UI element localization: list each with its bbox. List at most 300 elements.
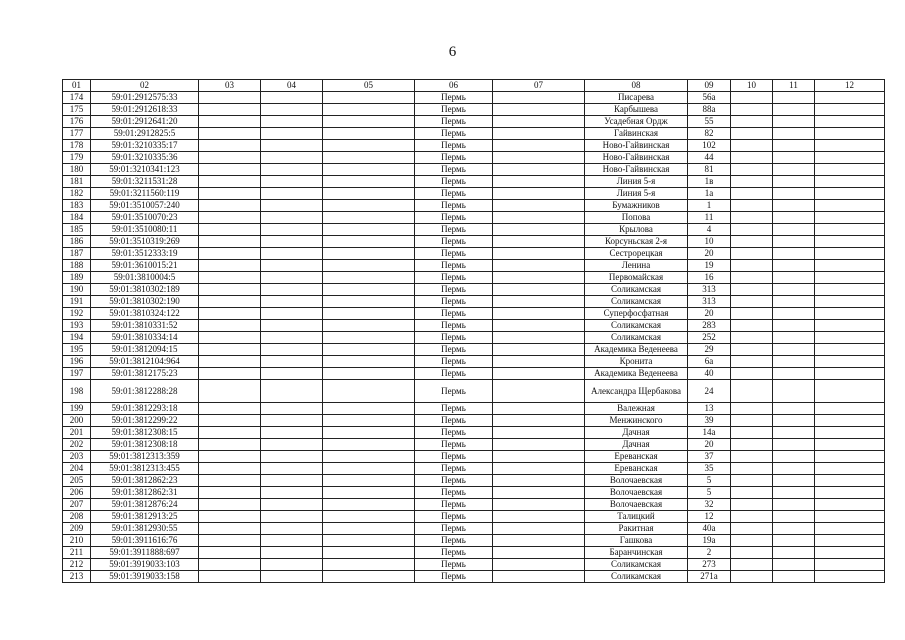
col-04	[261, 176, 323, 188]
col-11	[773, 499, 815, 511]
col-07	[493, 344, 585, 356]
house-number: 283	[688, 320, 731, 332]
col-12	[815, 535, 885, 547]
col-12	[815, 475, 885, 487]
street: Соликамская	[585, 571, 688, 583]
col-11	[773, 463, 815, 475]
street: Гашкова	[585, 535, 688, 547]
col-11	[773, 164, 815, 176]
col-11	[773, 92, 815, 104]
col-07	[493, 272, 585, 284]
house-number: 4	[688, 224, 731, 236]
row-number: 191	[63, 296, 91, 308]
street: Менжинского	[585, 415, 688, 427]
cadastral-number: 59:01:3510080:11	[91, 224, 199, 236]
cadastral-number: 59:01:3510319:269	[91, 236, 199, 248]
col-12	[815, 104, 885, 116]
table-body	[63, 92, 885, 583]
city: Пермь	[415, 224, 493, 236]
city: Пермь	[415, 104, 493, 116]
city: Пермь	[415, 451, 493, 463]
col-07	[493, 368, 585, 380]
row-number: 178	[63, 140, 91, 152]
street: Писарева	[585, 92, 688, 104]
city: Пермь	[415, 152, 493, 164]
col-05	[323, 320, 415, 332]
col-03	[199, 332, 261, 344]
house-number: 55	[688, 116, 731, 128]
col-04	[261, 380, 323, 403]
city: Пермь	[415, 260, 493, 272]
col-05	[323, 212, 415, 224]
col-05	[323, 344, 415, 356]
col-05	[323, 260, 415, 272]
col-04	[261, 368, 323, 380]
col-12	[815, 356, 885, 368]
house-number: 271а	[688, 571, 731, 583]
column-header: 10	[731, 80, 773, 92]
col-10	[731, 212, 773, 224]
col-12	[815, 236, 885, 248]
row-number: 184	[63, 212, 91, 224]
col-07	[493, 427, 585, 439]
col-07	[493, 535, 585, 547]
col-10	[731, 248, 773, 260]
street: Кронита	[585, 356, 688, 368]
col-11	[773, 427, 815, 439]
cadastral-number: 59:01:2912575:33	[91, 92, 199, 104]
city: Пермь	[415, 571, 493, 583]
col-04	[261, 559, 323, 571]
row-number: 200	[63, 415, 91, 427]
cadastral-number: 59:01:3211531:28	[91, 176, 199, 188]
row-number: 198	[63, 380, 91, 403]
cadastral-number: 59:01:3810302:190	[91, 296, 199, 308]
col-12	[815, 427, 885, 439]
col-11	[773, 320, 815, 332]
table-row	[63, 571, 885, 583]
col-07	[493, 308, 585, 320]
col-04	[261, 499, 323, 511]
column-header: 03	[199, 80, 261, 92]
row-number: 204	[63, 463, 91, 475]
cadastral-number: 59:01:2912618:33	[91, 104, 199, 116]
col-05	[323, 128, 415, 140]
col-03	[199, 248, 261, 260]
col-05	[323, 368, 415, 380]
house-number: 10	[688, 236, 731, 248]
col-12	[815, 152, 885, 164]
street: Линия 5-я	[585, 176, 688, 188]
city: Пермь	[415, 499, 493, 511]
cadastral-number: 59:01:3610015:21	[91, 260, 199, 272]
col-10	[731, 344, 773, 356]
col-03	[199, 176, 261, 188]
col-03	[199, 499, 261, 511]
cadastral-number: 59:01:3812930:55	[91, 523, 199, 535]
col-10	[731, 188, 773, 200]
col-10	[731, 547, 773, 559]
table-row	[63, 164, 885, 176]
row-number: 205	[63, 475, 91, 487]
street: Бумажников	[585, 200, 688, 212]
street: Соликамская	[585, 284, 688, 296]
row-number: 202	[63, 439, 91, 451]
table-row	[63, 487, 885, 499]
col-05	[323, 499, 415, 511]
col-12	[815, 571, 885, 583]
cadastral-number: 59:01:3812862:23	[91, 475, 199, 487]
col-04	[261, 356, 323, 368]
col-03	[199, 224, 261, 236]
row-number: 183	[63, 200, 91, 212]
col-04	[261, 451, 323, 463]
col-07	[493, 164, 585, 176]
row-number: 210	[63, 535, 91, 547]
col-04	[261, 116, 323, 128]
col-03	[199, 188, 261, 200]
house-number: 88а	[688, 104, 731, 116]
cadastral-number: 59:01:3812308:15	[91, 427, 199, 439]
cadastral-number: 59:01:3510057:240	[91, 200, 199, 212]
row-number: 185	[63, 224, 91, 236]
col-04	[261, 535, 323, 547]
col-07	[493, 559, 585, 571]
col-07	[493, 523, 585, 535]
col-10	[731, 104, 773, 116]
col-05	[323, 463, 415, 475]
col-10	[731, 332, 773, 344]
col-03	[199, 272, 261, 284]
table-row	[63, 236, 885, 248]
row-number: 187	[63, 248, 91, 260]
col-10	[731, 308, 773, 320]
col-07	[493, 128, 585, 140]
street: Соликамская	[585, 559, 688, 571]
table-row	[63, 116, 885, 128]
col-10	[731, 368, 773, 380]
row-number: 192	[63, 308, 91, 320]
cadastral-number: 59:01:3812313:359	[91, 451, 199, 463]
house-number: 40а	[688, 523, 731, 535]
table-row	[63, 368, 885, 380]
col-12	[815, 332, 885, 344]
col-12	[815, 164, 885, 176]
col-10	[731, 176, 773, 188]
col-05	[323, 236, 415, 248]
street: Александра Щербакова	[585, 380, 688, 403]
col-07	[493, 356, 585, 368]
col-03	[199, 547, 261, 559]
row-number: 189	[63, 272, 91, 284]
col-12	[815, 344, 885, 356]
city: Пермь	[415, 116, 493, 128]
house-number: 29	[688, 344, 731, 356]
col-11	[773, 284, 815, 296]
col-11	[773, 368, 815, 380]
col-11	[773, 224, 815, 236]
city: Пермь	[415, 200, 493, 212]
col-05	[323, 332, 415, 344]
row-number: 175	[63, 104, 91, 116]
col-05	[323, 451, 415, 463]
house-number: 35	[688, 463, 731, 475]
row-number: 193	[63, 320, 91, 332]
row-number: 211	[63, 547, 91, 559]
col-07	[493, 92, 585, 104]
row-number: 201	[63, 427, 91, 439]
street: Талицкий	[585, 511, 688, 523]
col-03	[199, 559, 261, 571]
street: Баранчинская	[585, 547, 688, 559]
col-04	[261, 571, 323, 583]
house-number: 81	[688, 164, 731, 176]
col-10	[731, 224, 773, 236]
street: Академика Веденеева	[585, 368, 688, 380]
col-12	[815, 547, 885, 559]
col-12	[815, 380, 885, 403]
col-10	[731, 559, 773, 571]
house-number: 40	[688, 368, 731, 380]
col-05	[323, 523, 415, 535]
house-number: 5	[688, 475, 731, 487]
col-05	[323, 92, 415, 104]
col-12	[815, 511, 885, 523]
city: Пермь	[415, 403, 493, 415]
street: Соликамская	[585, 296, 688, 308]
cadastral-number: 59:01:3812876:24	[91, 499, 199, 511]
city: Пермь	[415, 427, 493, 439]
house-number: 12	[688, 511, 731, 523]
col-04	[261, 104, 323, 116]
street: Дачная	[585, 427, 688, 439]
cadastral-number: 59:01:3210341:123	[91, 164, 199, 176]
col-11	[773, 344, 815, 356]
table-row	[63, 439, 885, 451]
cadastral-number: 59:01:3812313:455	[91, 463, 199, 475]
col-07	[493, 547, 585, 559]
col-04	[261, 224, 323, 236]
col-07	[493, 571, 585, 583]
col-04	[261, 212, 323, 224]
row-number: 180	[63, 164, 91, 176]
col-03	[199, 344, 261, 356]
col-11	[773, 116, 815, 128]
col-11	[773, 188, 815, 200]
col-03	[199, 451, 261, 463]
col-12	[815, 140, 885, 152]
city: Пермь	[415, 559, 493, 571]
house-number: 313	[688, 284, 731, 296]
street: Ереванская	[585, 451, 688, 463]
col-03	[199, 463, 261, 475]
col-05	[323, 164, 415, 176]
col-04	[261, 92, 323, 104]
table-row	[63, 535, 885, 547]
house-number: 19	[688, 260, 731, 272]
col-10	[731, 236, 773, 248]
row-number: 199	[63, 403, 91, 415]
row-number: 212	[63, 559, 91, 571]
col-03	[199, 487, 261, 499]
col-05	[323, 427, 415, 439]
row-number: 186	[63, 236, 91, 248]
city: Пермь	[415, 344, 493, 356]
col-12	[815, 320, 885, 332]
col-07	[493, 380, 585, 403]
row-number: 207	[63, 499, 91, 511]
house-number: 37	[688, 451, 731, 463]
house-number: 32	[688, 499, 731, 511]
house-number: 5	[688, 487, 731, 499]
col-07	[493, 188, 585, 200]
city: Пермь	[415, 415, 493, 427]
row-number: 209	[63, 523, 91, 535]
street: Ленина	[585, 260, 688, 272]
col-12	[815, 451, 885, 463]
col-03	[199, 284, 261, 296]
header-row	[63, 80, 885, 92]
table-row	[63, 224, 885, 236]
street: Ереванская	[585, 463, 688, 475]
cadastral-number: 59:01:3211560:119	[91, 188, 199, 200]
street: Гайвинская	[585, 128, 688, 140]
col-05	[323, 200, 415, 212]
col-10	[731, 260, 773, 272]
col-07	[493, 260, 585, 272]
table-row	[63, 284, 885, 296]
col-10	[731, 535, 773, 547]
col-07	[493, 284, 585, 296]
cadastral-table	[62, 79, 885, 583]
col-03	[199, 128, 261, 140]
col-05	[323, 559, 415, 571]
house-number: 273	[688, 559, 731, 571]
house-number: 1в	[688, 176, 731, 188]
cadastral-number: 59:01:3919033:103	[91, 559, 199, 571]
house-number: 1	[688, 200, 731, 212]
street: Дачная	[585, 439, 688, 451]
street: Усадебная Ордж	[585, 116, 688, 128]
house-number: 20	[688, 439, 731, 451]
table-row	[63, 128, 885, 140]
col-07	[493, 320, 585, 332]
street: Линия 5-я	[585, 188, 688, 200]
house-number: 14а	[688, 427, 731, 439]
house-number: 19а	[688, 535, 731, 547]
col-10	[731, 200, 773, 212]
col-10	[731, 152, 773, 164]
col-04	[261, 427, 323, 439]
table-row	[63, 140, 885, 152]
street: Корсуньская 2-я	[585, 236, 688, 248]
street: Волочаевская	[585, 487, 688, 499]
col-03	[199, 296, 261, 308]
col-03	[199, 368, 261, 380]
col-10	[731, 451, 773, 463]
street: Первомайская	[585, 272, 688, 284]
cadastral-number: 59:01:3810331:52	[91, 320, 199, 332]
col-10	[731, 320, 773, 332]
table-row	[63, 320, 885, 332]
col-12	[815, 116, 885, 128]
col-11	[773, 547, 815, 559]
house-number: 13	[688, 403, 731, 415]
house-number: 313	[688, 296, 731, 308]
col-10	[731, 116, 773, 128]
house-number: 102	[688, 140, 731, 152]
table-row	[63, 308, 885, 320]
col-11	[773, 571, 815, 583]
col-11	[773, 128, 815, 140]
city: Пермь	[415, 308, 493, 320]
col-03	[199, 475, 261, 487]
col-05	[323, 248, 415, 260]
col-07	[493, 248, 585, 260]
cadastral-number: 59:01:3812308:18	[91, 439, 199, 451]
house-number: 39	[688, 415, 731, 427]
col-04	[261, 403, 323, 415]
house-number: 6а	[688, 356, 731, 368]
col-03	[199, 152, 261, 164]
col-03	[199, 403, 261, 415]
column-header: 04	[261, 80, 323, 92]
city: Пермь	[415, 164, 493, 176]
street: Суперфосфатная	[585, 308, 688, 320]
table-row	[63, 427, 885, 439]
cadastral-number: 59:01:3210335:17	[91, 140, 199, 152]
col-05	[323, 487, 415, 499]
table-row	[63, 92, 885, 104]
cadastral-number: 59:01:3512333:19	[91, 248, 199, 260]
col-12	[815, 403, 885, 415]
cadastral-number: 59:01:3812104:964	[91, 356, 199, 368]
table-row	[63, 356, 885, 368]
col-12	[815, 188, 885, 200]
row-number: 206	[63, 487, 91, 499]
col-12	[815, 499, 885, 511]
col-11	[773, 356, 815, 368]
table-row	[63, 248, 885, 260]
row-number: 195	[63, 344, 91, 356]
col-11	[773, 511, 815, 523]
house-number: 20	[688, 248, 731, 260]
col-04	[261, 272, 323, 284]
col-04	[261, 260, 323, 272]
col-12	[815, 308, 885, 320]
col-05	[323, 439, 415, 451]
house-number: 82	[688, 128, 731, 140]
city: Пермь	[415, 439, 493, 451]
street: Карбышева	[585, 104, 688, 116]
col-12	[815, 368, 885, 380]
col-05	[323, 415, 415, 427]
col-12	[815, 92, 885, 104]
cadastral-number: 59:01:3812299:22	[91, 415, 199, 427]
col-11	[773, 104, 815, 116]
col-10	[731, 475, 773, 487]
col-11	[773, 403, 815, 415]
col-04	[261, 236, 323, 248]
col-03	[199, 380, 261, 403]
col-11	[773, 296, 815, 308]
col-07	[493, 296, 585, 308]
table-row	[63, 344, 885, 356]
city: Пермь	[415, 535, 493, 547]
col-12	[815, 212, 885, 224]
street: Ново-Гайвинская	[585, 152, 688, 164]
col-10	[731, 499, 773, 511]
